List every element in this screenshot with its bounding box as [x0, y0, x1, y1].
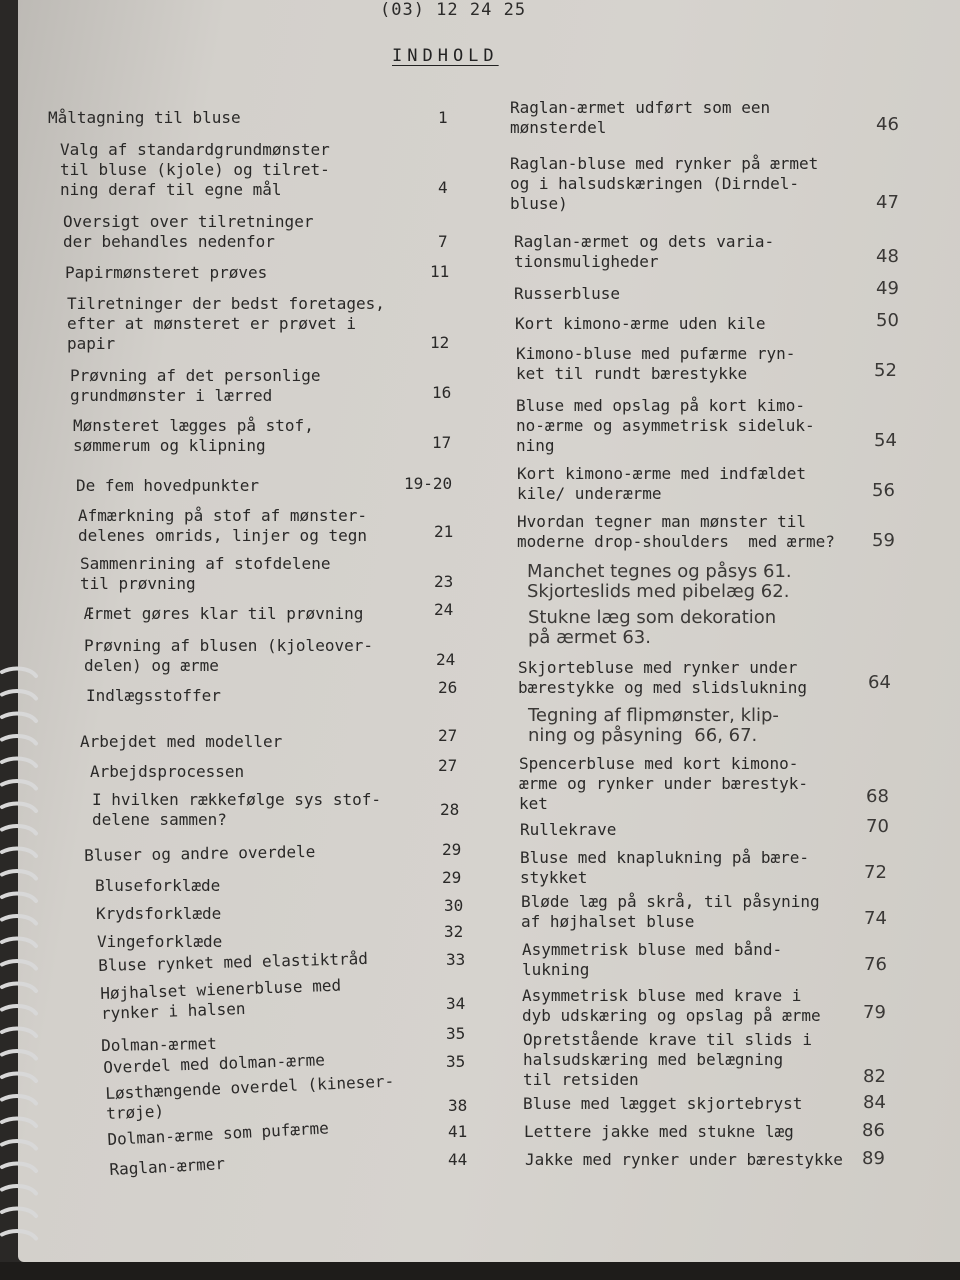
spiral-coil	[2, 804, 36, 811]
toc-page-number: 30	[444, 896, 464, 915]
toc-entry-kimono-bluse-med-pufærme-ryn: Kimono-bluse med pufærme ryn- ket til rundt bærestykke	[516, 344, 796, 383]
toc-entry-arbejdet-med-modeller: Arbejdet med modeller	[80, 732, 283, 751]
spiral-coil	[2, 1164, 36, 1171]
toc-entry-bluse-rynket-med-elastiktråd: Bluse rynket med elastiktråd	[98, 948, 369, 975]
toc-page-number: 48	[876, 246, 899, 267]
toc-page-number: 33	[446, 950, 466, 969]
toc-page-number: 26	[438, 678, 458, 697]
toc-entry-højhalset-wienerbluse-med: Højhalset wienerbluse med rynker i halsen	[100, 975, 342, 1023]
toc-entry-prøvning-af-det-personlige: Prøvning af det personlige grundmønster i lærred	[70, 366, 321, 405]
toc-entry-raglan-ærmet-og-dets-varia: Raglan-ærmet og dets varia- tionsmuligheder	[514, 232, 775, 271]
toc-page-number: 1	[438, 108, 448, 127]
toc-entry-bluse-med-knaplukning-på-bære: Bluse med knaplukning på bære- stykket	[520, 848, 809, 887]
toc-page-number: 47	[876, 192, 899, 213]
toc-entry-arbejdsprocessen: Arbejdsprocessen	[90, 762, 245, 781]
toc-page-number: 56	[872, 480, 895, 501]
spiral-coil	[2, 939, 36, 946]
toc-page-number: 46	[876, 114, 899, 135]
toc-entry-krydsforklæde: Krydsforklæde	[96, 904, 222, 923]
spiral-coil	[2, 1029, 36, 1036]
toc-entry-bluse-med-opslag-på-kort-kimo: Bluse med opslag på kort kimo- no-ærme og asymmetrisk sideluk- ning	[516, 396, 815, 455]
toc-page-number: 11	[430, 262, 450, 281]
toc-page-number: 24	[436, 650, 456, 669]
toc-page-number: 82	[863, 1066, 886, 1087]
toc-page-number: 24	[434, 600, 454, 619]
toc-entry-raglan-ærmer: Raglan-ærmer	[109, 1153, 226, 1179]
toc-page-number: 49	[876, 278, 899, 299]
toc-entry-stukne-læg-som-dekoration: Stukne læg som dekoration på ærmet 63.	[528, 607, 777, 648]
spiral-coil	[2, 849, 36, 856]
toc-entry-bluse-med-lægget-skjortebryst: Bluse med lægget skjortebryst	[523, 1094, 803, 1113]
toc-page-number: 32	[444, 922, 464, 941]
toc-entry-tilretninger-der-bedst-foretag: Tilretninger der bedst foretages, efter at mønsteret er prøvet i papir	[67, 294, 385, 353]
toc-entry-overdel-med-dolman-ærme: Overdel med dolman-ærme	[103, 1050, 326, 1077]
spiral-coil	[2, 781, 36, 788]
toc-entry-tegning-af-flipmønster-klip: Tegning af flipmønster, klip- ning og påsyning 66, 67.	[528, 705, 779, 746]
toc-page-number: 17	[432, 433, 452, 452]
spiral-coil	[2, 1096, 36, 1103]
toc-entry-bluser-og-andre-overdele: Bluser og andre overdele	[84, 841, 316, 865]
toc-entry-bluseforklæde: Bluseforklæde	[95, 876, 221, 895]
spiral-coil	[2, 961, 36, 968]
spiral-coil	[2, 1074, 36, 1081]
toc-entry-ærmet-gøres-klar-til-prøvning: Ærmet gøres klar til prøvning	[84, 604, 364, 623]
toc-page-number: 35	[446, 1024, 466, 1043]
toc-entry-opretstående-krave-til-slids-i: Opretstående krave til slids i halsudskæring med belægning til retsiden	[523, 1030, 812, 1089]
header-page-numbers: (03) 12 24 25	[380, 0, 527, 20]
contents-title: INDHOLD	[392, 46, 499, 66]
toc-page-number: 54	[874, 430, 897, 451]
toc-entry-bløde-læg-på-skrå-til-påsyning: Bløde læg på skrå, til påsyning af højhalset bluse	[521, 892, 820, 931]
spiral-coil	[2, 1186, 36, 1193]
spiral-coil	[2, 1051, 36, 1058]
toc-entry-i-hvilken-rækkefølge-sys-stof: I hvilken rækkefølge sys stof- delene sammen?	[92, 790, 381, 829]
spiral-coil	[2, 669, 36, 676]
spiral-coil	[2, 984, 36, 991]
spiral-coil	[2, 1209, 36, 1216]
toc-entry-indlægsstoffer: Indlægsstoffer	[86, 686, 221, 705]
spiral-coil	[2, 691, 36, 698]
toc-entry-måltagning-til-bluse: Måltagning til bluse	[48, 108, 241, 127]
toc-page-number: 89	[862, 1148, 885, 1169]
toc-entry-manchet-tegnes-og-påsys-61: Manchet tegnes og påsys 61. Skjorteslids med pibelæg 62.	[527, 561, 792, 602]
spiral-coil	[2, 714, 36, 721]
toc-page-number: 23	[434, 572, 454, 591]
toc-page-number: 70	[866, 816, 889, 837]
toc-entry-kort-kimono-ærme-med-indfældet: Kort kimono-ærme med indfældet kile/ underærme	[517, 464, 806, 503]
toc-page-number: 52	[874, 360, 897, 381]
toc-entry-raglan-ærmet-udført-som-een: Raglan-ærmet udført som een mønsterdel	[510, 98, 771, 137]
toc-page-number: 27	[438, 756, 458, 775]
toc-page-number: 44	[448, 1150, 468, 1169]
toc-page-number: 84	[863, 1092, 886, 1113]
toc-page-number: 7	[438, 232, 448, 251]
toc-entry-lettere-jakke-med-stukne-læg: Lettere jakke med stukne læg	[524, 1122, 794, 1141]
spiral-coil	[2, 736, 36, 743]
spiral-coil	[2, 894, 36, 901]
spiral-coil	[2, 1119, 36, 1126]
toc-entry-raglan-bluse-med-rynker-på-ærm: Raglan-bluse med rynker på ærmet og i halsudskæringen (Dirndel- bluse)	[510, 154, 819, 213]
toc-entry-papirmønsteret-prøves: Papirmønsteret prøves	[65, 263, 268, 282]
toc-entry-dolman-ærmet: Dolman-ærmet	[101, 1033, 217, 1055]
toc-page-number: 76	[864, 954, 887, 975]
toc-page-number: 16	[432, 383, 452, 402]
toc-entry-prøvning-af-blusen-kjoleover: Prøvning af blusen (kjoleover- delen) og ærme	[84, 636, 373, 675]
toc-entry-hvordan-tegner-man-mønster-til: Hvordan tegner man mønster til moderne drop-shoulders med ærme?	[517, 512, 835, 551]
toc-page-number: 79	[863, 1002, 886, 1023]
toc-entry-de-fem-hovedpunkter: De fem hovedpunkter	[76, 476, 260, 495]
spiral-coil	[2, 871, 36, 878]
toc-page-number: 29	[442, 840, 462, 859]
toc-page-number: 86	[862, 1120, 885, 1141]
toc-page-number: 28	[440, 800, 460, 819]
toc-page-number: 64	[868, 672, 891, 693]
toc-page-number: 12	[430, 333, 450, 352]
spiral-coil	[2, 1006, 36, 1013]
toc-page-number: 35	[446, 1052, 466, 1071]
spiral-coil	[2, 916, 36, 923]
toc-page-number: 41	[448, 1122, 468, 1141]
toc-page-number: 19-20	[404, 474, 453, 493]
toc-entry-løsthængende-overdel-kineser: Løsthængende overdel (kineser- trøje)	[105, 1071, 395, 1123]
toc-entry-sammenrining-af-stofdelene: Sammenrining af stofdelene til prøvning	[80, 554, 331, 593]
page-edge-shadow	[0, 1262, 960, 1280]
toc-entry-asymmetrisk-bluse-med-bånd: Asymmetrisk bluse med bånd- lukning	[522, 940, 783, 979]
toc-page-number: 74	[864, 908, 887, 929]
toc-entry-skjortebluse-med-rynker-under: Skjortebluse med rynker under bærestykke og med slidslukning	[518, 658, 807, 697]
spiral-coil	[2, 826, 36, 833]
toc-page-number: 50	[876, 310, 899, 331]
spiral-binding	[0, 660, 44, 1260]
toc-entry-valg-af-standardgrundmønster: Valg af standardgrundmønster til bluse (kjole) og tilret- ning deraf til egne mål	[60, 140, 330, 199]
toc-page-number: 68	[866, 786, 889, 807]
toc-entry-russerbluse: Russerbluse	[514, 284, 620, 303]
toc-page-number: 72	[864, 862, 887, 883]
toc-page-number: 29	[442, 868, 462, 887]
toc-entry-mønsteret-lægges-på-stof: Mønsteret lægges på stof, sømmerum og klipning	[73, 416, 314, 455]
toc-entry-spencerbluse-med-kort-kimono: Spencerbluse med kort kimono- ærme og rynker under bærestyk- ket	[519, 754, 808, 813]
toc-page-number: 59	[872, 530, 895, 551]
spiral-coil	[2, 1141, 36, 1148]
toc-entry-jakke-med-rynker-under-bæresty: Jakke med rynker under bærestykke	[525, 1150, 843, 1169]
toc-entry-vingeforklæde: Vingeforklæde	[97, 932, 223, 951]
toc-page-number: 21	[434, 522, 454, 541]
toc-page-number: 38	[448, 1096, 468, 1115]
spiral-coil	[2, 1231, 36, 1238]
toc-entry-rullekrave: Rullekrave	[520, 820, 617, 839]
toc-entry-kort-kimono-ærme-uden-kile: Kort kimono-ærme uden kile	[515, 314, 766, 333]
toc-page-number: 4	[438, 178, 448, 197]
spiral-coil	[2, 759, 36, 766]
toc-entry-dolman-ærme-som-pufærme: Dolman-ærme som pufærme	[107, 1118, 330, 1149]
toc-entry-asymmetrisk-bluse-med-krave-i: Asymmetrisk bluse med krave i dyb udskæring og opslag på ærme	[522, 986, 821, 1025]
toc-entry-afmærkning-på-stof-af-mønster: Afmærkning på stof af mønster- delenes omrids, linjer og tegn	[78, 506, 367, 545]
toc-entry-oversigt-over-tilretninger: Oversigt over tilretninger der behandles nedenfor	[63, 212, 314, 251]
toc-page-number: 27	[438, 726, 458, 745]
toc-page-number: 34	[446, 994, 466, 1013]
